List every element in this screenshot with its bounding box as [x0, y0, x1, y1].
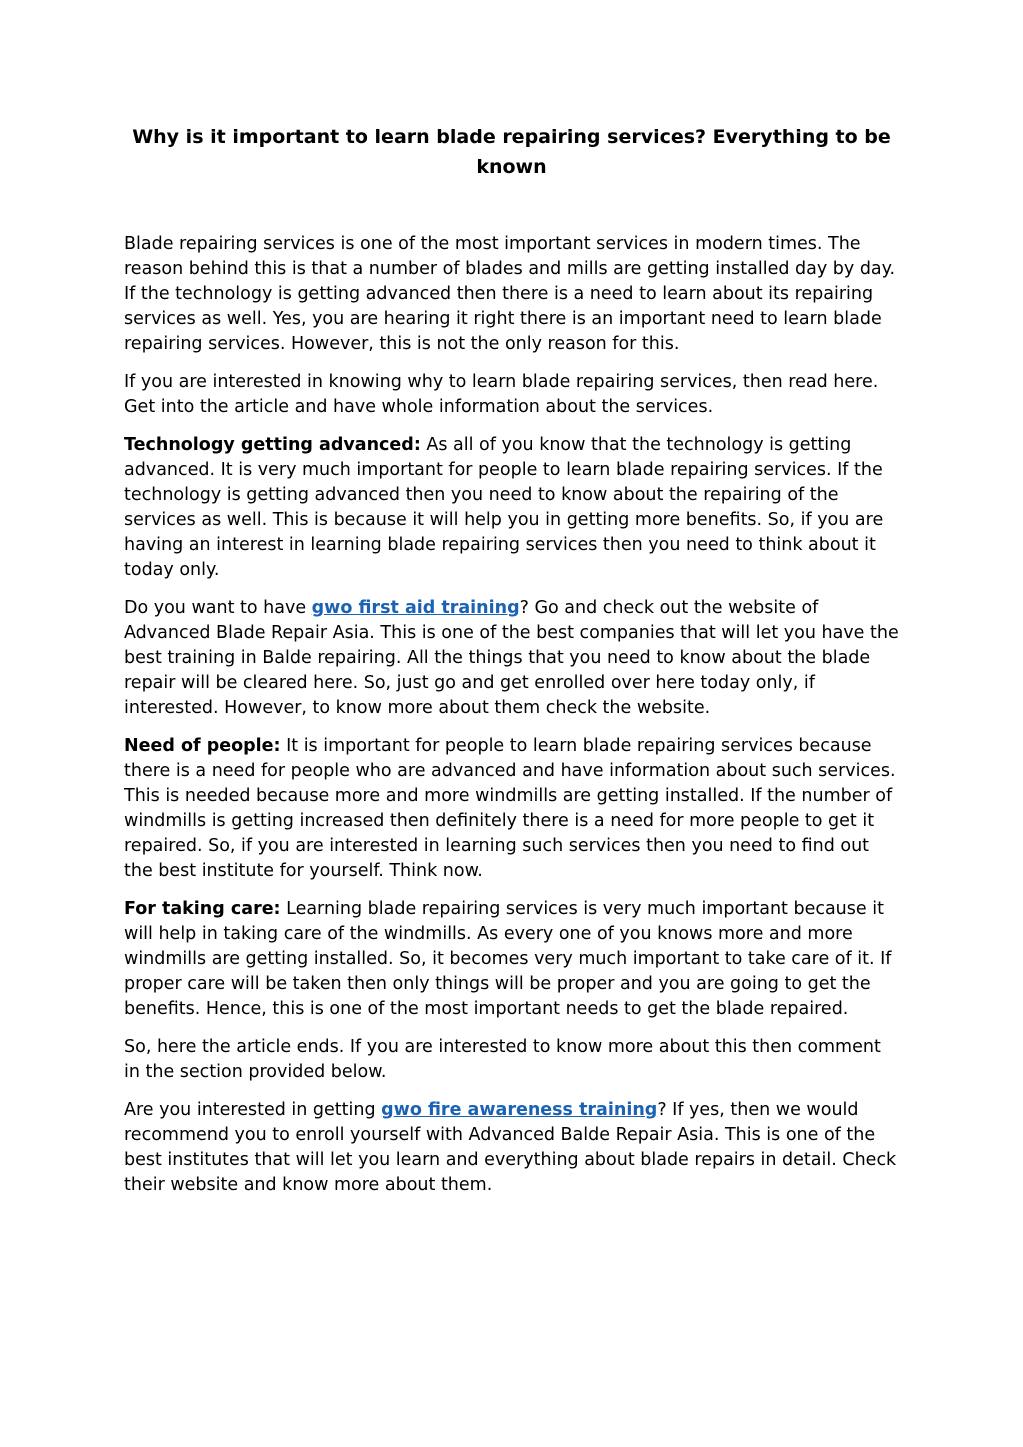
paragraph-text-need-of-people: It is important for people to learn blade repairing services because there is a need for people who are advanced and have information about such services. This is needed because more and more windmills are getting installed. If the number of windmills is getting increased then definitely there is a need for more people to get it repaired. So, if you are interested in learning such services then you need to find out the best institute for yourself. Think now.: [124, 736, 896, 881]
paragraph-need-of-people: [124, 734, 899, 884]
paragraph-lead-technology: Technology getting advanced:: [124, 435, 421, 455]
paragraph-text-fire-awareness-after: ? If yes, then we would recommend you to enroll yourself with Advanced Balde Repair Asia. This is one of the best institutes that will let you learn and everything about blade repairs in detail. Check their website and know more about them.: [124, 1100, 897, 1195]
paragraph-taking-care: [124, 897, 899, 1022]
document-body: [124, 232, 899, 1211]
paragraph-fire-awareness: [124, 1098, 899, 1198]
paragraph-lead-need-of-people: Need of people:: [124, 736, 281, 756]
gwo-fire-awareness-training-link[interactable]: gwo fire awareness training: [381, 1100, 658, 1120]
paragraph-intro: Blade repairing services is one of the most important services in modern times. The reason behind this is that a number of blades and mills are getting installed day by day. If the technology is getting advanced then there is a need to learn about its repairing services as well. Yes, you are hearing it right there is an important need to learn blade repairing services. However, this is not the only reason for this.: [124, 234, 896, 354]
paragraph-text-first-aid-before: Do you want to have: [124, 598, 312, 618]
paragraph-text-fire-awareness-before: Are you interested in getting: [124, 1100, 382, 1120]
paragraph-lead-taking-care: For taking care:: [124, 899, 281, 919]
paragraph-text-first-aid-after: ? Go and check out the website of Advanced Blade Repair Asia. This is one of the best companies that will let you have the best training in Balde repairing. All the things that you need to know about the blade repair will be cleared here. So, just go and get enrolled over here today only, if interested. However, to know more about them check the website.: [124, 598, 899, 718]
paragraph-technology: [124, 433, 899, 583]
paragraph-conclusion: So, here the article ends. If you are interested to know more about this then comment in the section provided below.: [124, 1037, 881, 1082]
paragraph-text-technology: As all of you know that the technology is getting advanced. It is very much important for people to learn blade repairing services. If the technology is getting advanced then you need to know about the repairing of the services as well. This is because it will help you in getting more benefits. So, if you are having an interest in learning blade repairing services then you need to think about it today only.: [124, 435, 884, 580]
paragraph-interest: If you are interested in knowing why to learn blade repairing services, then read here. Get into the article and have whole information about the services.: [124, 372, 879, 417]
paragraph-first-aid: [124, 596, 899, 721]
paragraph-text-taking-care: Learning blade repairing services is very much important because it will help in taking care of the windmills. As every one of you knows more and more windmills are getting installed. So, it becomes very much important to take care of it. If proper care will be taken then only things will be proper and you are going to get the benefits. Hence, this is one of the most important needs to get the blade repaired.: [124, 899, 892, 1019]
document-title: Why is it important to learn blade repairing services? Everything to be known: [132, 126, 891, 178]
gwo-first-aid-training-link[interactable]: gwo first aid training: [311, 598, 520, 618]
